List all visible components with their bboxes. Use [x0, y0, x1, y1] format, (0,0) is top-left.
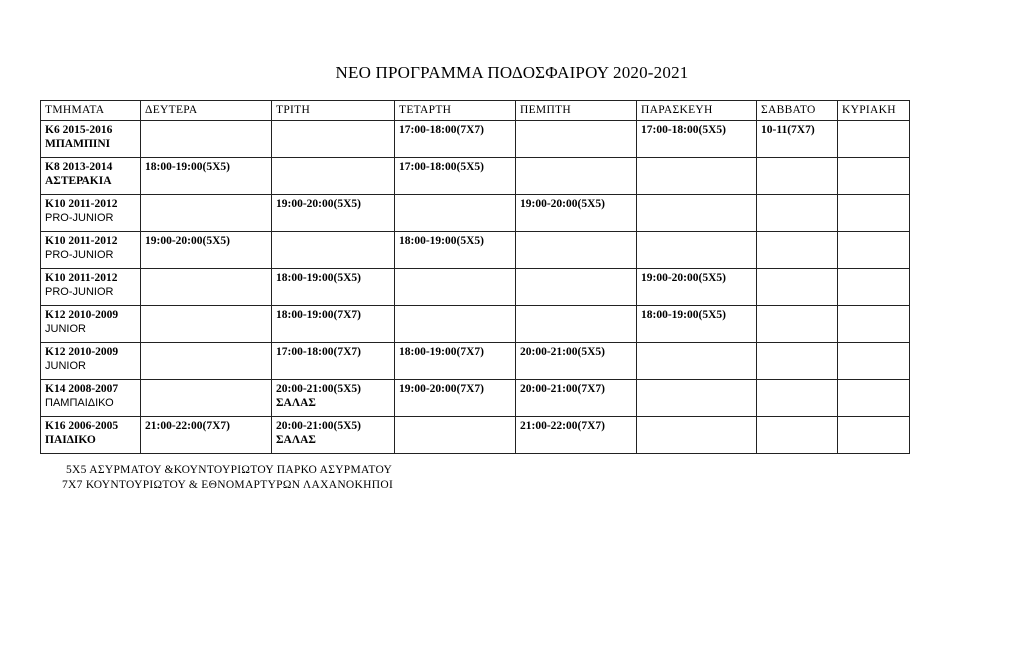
schedule-cell: [395, 417, 516, 454]
schedule-cell: [272, 158, 395, 195]
schedule-cell: [272, 269, 395, 306]
column-header-friday: ΠΑΡΑΣΚΕΥΗ: [637, 101, 757, 121]
table-row: [41, 158, 910, 195]
schedule-cell: [141, 306, 272, 343]
session-time: 18:00-19:00(5Χ5): [145, 161, 230, 173]
schedule-cell: [757, 417, 838, 454]
schedule-cell: [395, 158, 516, 195]
table-row: [41, 121, 910, 158]
header-row: [41, 101, 910, 121]
schedule-cell: [838, 417, 910, 454]
schedule-cell: [757, 232, 838, 269]
session-time: 17:00-18:00(5Χ5): [641, 124, 726, 136]
column-header-monday: ΔΕΥΤΕΡΑ: [141, 101, 272, 121]
table-row: [41, 306, 910, 343]
session-time: 19:00-20:00(5Χ5): [145, 235, 230, 247]
group-subtitle: ΜΠΑΜΠΙΝΙ: [45, 138, 111, 150]
schedule-cell: [637, 380, 757, 417]
schedule-cell: [395, 232, 516, 269]
schedule-cell: [838, 158, 910, 195]
group-name: Κ8 2013-2014: [45, 161, 113, 173]
group-subtitle: PRO-JUNIOR: [45, 249, 114, 261]
session-time: 21:00-22:00(7Χ7): [520, 420, 605, 432]
schedule-cell: [516, 269, 637, 306]
group-subtitle: ΑΣΤΕΡΑΚΙΑ: [45, 175, 112, 187]
schedule-cell: [141, 195, 272, 232]
schedule-cell: [838, 195, 910, 232]
schedule-cell: [637, 232, 757, 269]
schedule-cell: [637, 195, 757, 232]
session-time: 20:00-21:00(5Χ5): [276, 383, 361, 395]
schedule-cell: [757, 306, 838, 343]
group-name: Κ14 2008-2007: [45, 383, 119, 395]
session-time: 18:00-19:00(7Χ7): [276, 309, 361, 321]
session-time: 17:00-18:00(5Χ5): [399, 161, 484, 173]
group-name: Κ16 2006-2005: [45, 420, 119, 432]
schedule-body: [41, 121, 910, 454]
legend-notes: [62, 463, 393, 493]
schedule-cell: [272, 380, 395, 417]
schedule-cell: [637, 121, 757, 158]
session-time: 17:00-18:00(7Χ7): [276, 346, 361, 358]
schedule-cell: [141, 380, 272, 417]
schedule-cell: [838, 343, 910, 380]
group-subtitle: PRO-JUNIOR: [45, 212, 114, 224]
schedule-cell: [637, 158, 757, 195]
schedule-cell: [141, 158, 272, 195]
schedule-cell: [757, 269, 838, 306]
schedule-cell: [757, 121, 838, 158]
schedule-cell: [516, 343, 637, 380]
session-time: ΣΑΛΑΣ: [276, 397, 316, 409]
session-time: 20:00-21:00(5Χ5): [276, 420, 361, 432]
column-header-groups: ΤΜΗΜΑΤΑ: [41, 101, 141, 121]
column-header-wednesday: ΤΕΤΑΡΤΗ: [395, 101, 516, 121]
schedule-cell: [395, 121, 516, 158]
schedule-cell: [838, 380, 910, 417]
schedule-cell: [141, 232, 272, 269]
session-time: 20:00-21:00(5Χ5): [520, 346, 605, 358]
group-cell: [41, 380, 141, 417]
schedule-cell: [838, 121, 910, 158]
note-5x5: 5Χ5 ΑΣΥΡΜΑΤΟΥ &ΚΟΥΝΤΟΥΡΙΩΤΟΥ ΠΑΡΚΟ ΑΣΥΡΜΑΤΟΥ: [66, 464, 393, 476]
session-time: 20:00-21:00(7Χ7): [520, 383, 605, 395]
schedule-cell: [516, 306, 637, 343]
group-name: Κ10 2011-2012: [45, 198, 118, 210]
schedule-cell: [141, 121, 272, 158]
column-header-saturday: ΣΑΒΒΑΤΟ: [757, 101, 838, 121]
column-header-sunday: ΚΥΡΙΑΚΗ: [838, 101, 910, 121]
schedule-cell: [637, 269, 757, 306]
schedule-cell: [838, 269, 910, 306]
schedule-cell: [516, 158, 637, 195]
schedule-cell: [141, 269, 272, 306]
schedule-cell: [838, 232, 910, 269]
schedule-cell: [757, 380, 838, 417]
schedule-cell: [516, 380, 637, 417]
table-row: [41, 269, 910, 306]
schedule-cell: [272, 417, 395, 454]
column-header-tuesday: ΤΡΙΤΗ: [272, 101, 395, 121]
schedule-cell: [395, 195, 516, 232]
schedule-cell: [141, 343, 272, 380]
session-time: 19:00-20:00(5Χ5): [520, 198, 605, 210]
schedule-cell: [637, 306, 757, 343]
table-row: [41, 343, 910, 380]
schedule-cell: [272, 306, 395, 343]
table-row: [41, 195, 910, 232]
session-time: 18:00-19:00(5Χ5): [641, 309, 726, 321]
schedule-cell: [637, 343, 757, 380]
group-cell: [41, 232, 141, 269]
schedule-cell: [272, 232, 395, 269]
group-name: Κ10 2011-2012: [45, 235, 118, 247]
group-cell: [41, 195, 141, 232]
group-cell: [41, 306, 141, 343]
session-time: 21:00-22:00(7Χ7): [145, 420, 230, 432]
group-subtitle: ΠΑΜΠΑΙΔΙΚΟ: [45, 397, 114, 409]
group-name: Κ12 2010-2009: [45, 346, 119, 358]
schedule-cell: [838, 306, 910, 343]
group-subtitle: PRO-JUNIOR: [45, 286, 114, 298]
session-time: 19:00-20:00(5Χ5): [276, 198, 361, 210]
schedule-cell: [272, 195, 395, 232]
group-name: Κ6 2015-2016: [45, 124, 113, 136]
page-title: ΝΕΟ ΠΡΟΓΡΑΜΜΑ ΠΟΔΟΣΦΑΙΡΟΥ 2020-2021: [335, 63, 689, 82]
session-time: 10-11(7Χ7): [761, 124, 815, 136]
group-name: Κ12 2010-2009: [45, 309, 119, 321]
column-header-thursday: ΠΕΜΠΤΗ: [516, 101, 637, 121]
group-subtitle: JUNIOR: [45, 323, 86, 335]
table-row: [41, 417, 910, 454]
schedule-cell: [395, 306, 516, 343]
schedule-cell: [757, 195, 838, 232]
session-time: 18:00-19:00(7Χ7): [399, 346, 484, 358]
session-time: 17:00-18:00(7Χ7): [399, 124, 484, 136]
table-row: [41, 380, 910, 417]
note-7x7: 7Χ7 ΚΟΥΝΤΟΥΡΙΩΤΟΥ & ΕΘΝΟΜΑΡΤΥΡΩΝ ΛΑΧΑΝΟΚΗΠΟΙ: [62, 479, 394, 491]
group-cell: [41, 269, 141, 306]
session-time: 18:00-19:00(5Χ5): [276, 272, 361, 284]
schedule-cell: [272, 121, 395, 158]
schedule-cell: [141, 417, 272, 454]
group-cell: [41, 158, 141, 195]
schedule-cell: [516, 195, 637, 232]
schedule-cell: [757, 158, 838, 195]
schedule-cell: [395, 269, 516, 306]
group-cell: [41, 121, 141, 158]
schedule-cell: [395, 343, 516, 380]
schedule-cell: [516, 121, 637, 158]
schedule-cell: [516, 417, 637, 454]
schedule-cell: [516, 232, 637, 269]
schedule-cell: [637, 417, 757, 454]
session-time: ΣΑΛΑΣ: [276, 434, 316, 446]
group-cell: [41, 417, 141, 454]
group-subtitle: JUNIOR: [45, 360, 86, 372]
group-subtitle: ΠΑΙΔΙΚΟ: [45, 434, 96, 446]
session-time: 19:00-20:00(5Χ5): [641, 272, 726, 284]
schedule-table: [40, 100, 910, 454]
table-row: [41, 232, 910, 269]
group-name: Κ10 2011-2012: [45, 272, 118, 284]
session-time: 18:00-19:00(5Χ5): [399, 235, 484, 247]
schedule-cell: [395, 380, 516, 417]
schedule-cell: [272, 343, 395, 380]
session-time: 19:00-20:00(7Χ7): [399, 383, 484, 395]
group-cell: [41, 343, 141, 380]
schedule-cell: [757, 343, 838, 380]
